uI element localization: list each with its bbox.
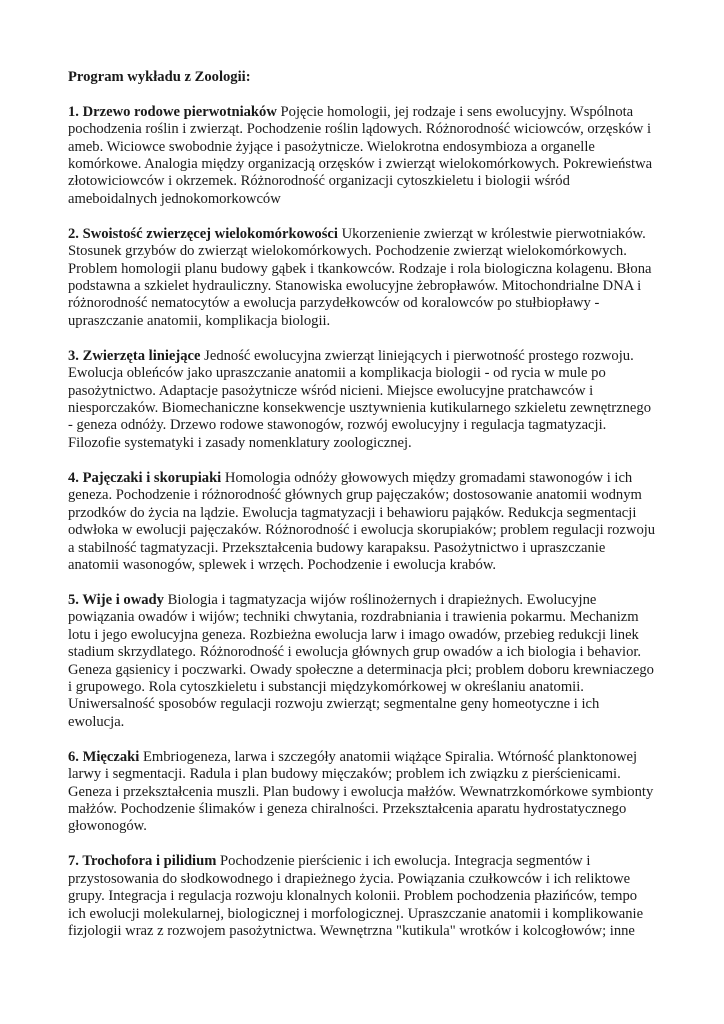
section-heading: 7. Trochofora i pilidium [68, 853, 217, 870]
section-body: Ukorzenienie zwierząt w królestwie pierwotniaków. Stosunek grzybów do zwierząt wielokomórkowych. Pochodzenie zwierząt wielokomórkowych. Problem homologii planu budowy gąbek i tkankowców. Rodzaje i rola biologiczna kolagenu. Błona podstawna a szkielet hydrauliczny. Stanowiska ewolucyjne żebropławów. Mitochondrialne DNA i różnorodność nematocytów a ewolucja parzydełkowców od koralowców po stułbiopławy - upraszczanie anatomii, komplikacja biologii. [68, 225, 652, 329]
document-title: Program wykładu z Zoologii: [68, 69, 251, 85]
section-heading: 4. Pajęczaki i skorupiaki [68, 469, 222, 486]
section-heading: 3. Zwierzęta liniejące [68, 347, 201, 364]
section-body: Pojęcie homologii, jej rodzaje i sens ewolucyjny. Wspólnota pochodzenia roślin i zwierząt. Pochodzenie roślin lądowych. Różnorodność wiciowców, orzęsków i ameb. Wiciowce swobodnie żyjące i pasożytnicze. Wielokrotna endosymbioza a organelle komórkowe. Analogia między organizacją orzęsków i zwierząt wielokomórkowych. Pokrewieństwa złotowiciowców i okrzemek. Różnorodność organizacji cytoszkieletu i biologii wśród ameboidalnych jednokomorkowców [68, 103, 653, 207]
section-body: Pochodzenie pierścienic i ich ewolucja. Integracja segmentów i przystosowania do słodkowodnego i drapieżnego życia. Powiązania czułkowców i ich reliktowe grupy. Integracja i regulacja rozwoju klonalnych kolonii. Problem pochodzenia płazińców, tempo ich ewolucji molekularnej, biologicznej i morfologicznej. Upraszczanie anatomii i komplikowanie fizjologii wraz z rozwojem pasożytnictwa. Wewnętrzna "kutikula" wrotków i kolcogłowów; inne [68, 853, 644, 940]
section-molting-animals [68, 348, 658, 452]
section-body: Homologia odnóży głowowych między gromadami stawonogów i ich geneza. Pochodzenie i różnorodność głównych grup pajęczaków; dostosowanie anatomii wodnym przodków do życia na lądzie. Ewolucja tagmatyzacji i behawioru pająków. Redukcja segmentacji odwłoka w ewolucji pajęczaków. Różnorodność i ewolucja skorupiaków; problem regulacji rozwoju a stabilność tagmatyzacji. Przekształcenia budowy karapaksu. Pasożytnictwo i upraszczanie anatomii wasonogów, splewek i wrzęch. Pochodzenie i ewolucja krabów. [68, 469, 656, 573]
section-protist-tree [68, 104, 658, 208]
section-animal-multicellularity [68, 226, 658, 330]
section-body: Jedność ewolucyjna zwierząt liniejących i pierwotność prostego rozwoju. Ewolucja obleńców jako upraszczanie anatomii a komplikacja biologii - od rycia w mule po pasożytnictwo. Adaptacje pasożytnicze wśród nicieni. Miejsce ewolucyjne pratchawców i niesporczaków. Biomechaniczne konsekwencje usztywnienia kutikularnego szkieletu zewnętrznego - geneza odnóży. Drzewo rodowe stawonogów, rozwój ewolucyjny i regulacja tagmatyzacji. Filozofie systematyki i zasady nomenklatury zoologicznej. [68, 347, 651, 451]
section-body: Embriogeneza, larwa i szczegóły anatomii wiążące Spiralia. Wtórność planktonowej larwy i segmentacji. Radula i plan budowy mięczaków; problem ich związku z pierścienicami. Geneza i przekształcenia muszli. Plan budowy i ewolucja małżów. Wewnatrzkomórkowe symbionty małżów. Pochodzenie ślimaków i geneza chiralności. Przekształcenia aparatu hydrostatycznego głowonogów. [68, 748, 654, 835]
section-arachnids-crustaceans [68, 470, 658, 574]
section-heading: 6. Mięczaki [68, 748, 140, 765]
document-page [68, 69, 658, 958]
section-trochophore-pilidium [68, 853, 658, 940]
section-heading: 5. Wije i owady [68, 591, 164, 608]
section-molluscs [68, 749, 658, 836]
section-heading: 1. Drzewo rodowe pierwotniaków [68, 103, 277, 120]
section-myriapods-insects [68, 592, 658, 731]
section-body: Biologia i tagmatyzacja wijów roślinożernych i drapieżnych. Ewolucyjne powiązania owadów i wijów; techniki chwytania, rozdrabniania i trawienia pokarmu. Mechanizm lotu i jego ewolucyjna geneza. Rozbieżna ewolucja larw i imago owadów, przebieg redukcji linek stadium skrzydlatego. Różnorodność i ewolucja głównych grup owadów a ich biologia i behavior. Geneza gąsienicy i poczwarki. Owady społeczne a determinacja płci; problem doboru krewniaczego i grupowego. Rola cytoszkieletu i substancji międzykomórkowej w określaniu anatomii. Uniwersalność sposobów regulacji rozwoju zwierząt; segmentalne geny homeotyczne i ich ewolucja. [68, 591, 654, 730]
section-heading: 2. Swoistość zwierzęcej wielokomórkowości [68, 225, 338, 242]
